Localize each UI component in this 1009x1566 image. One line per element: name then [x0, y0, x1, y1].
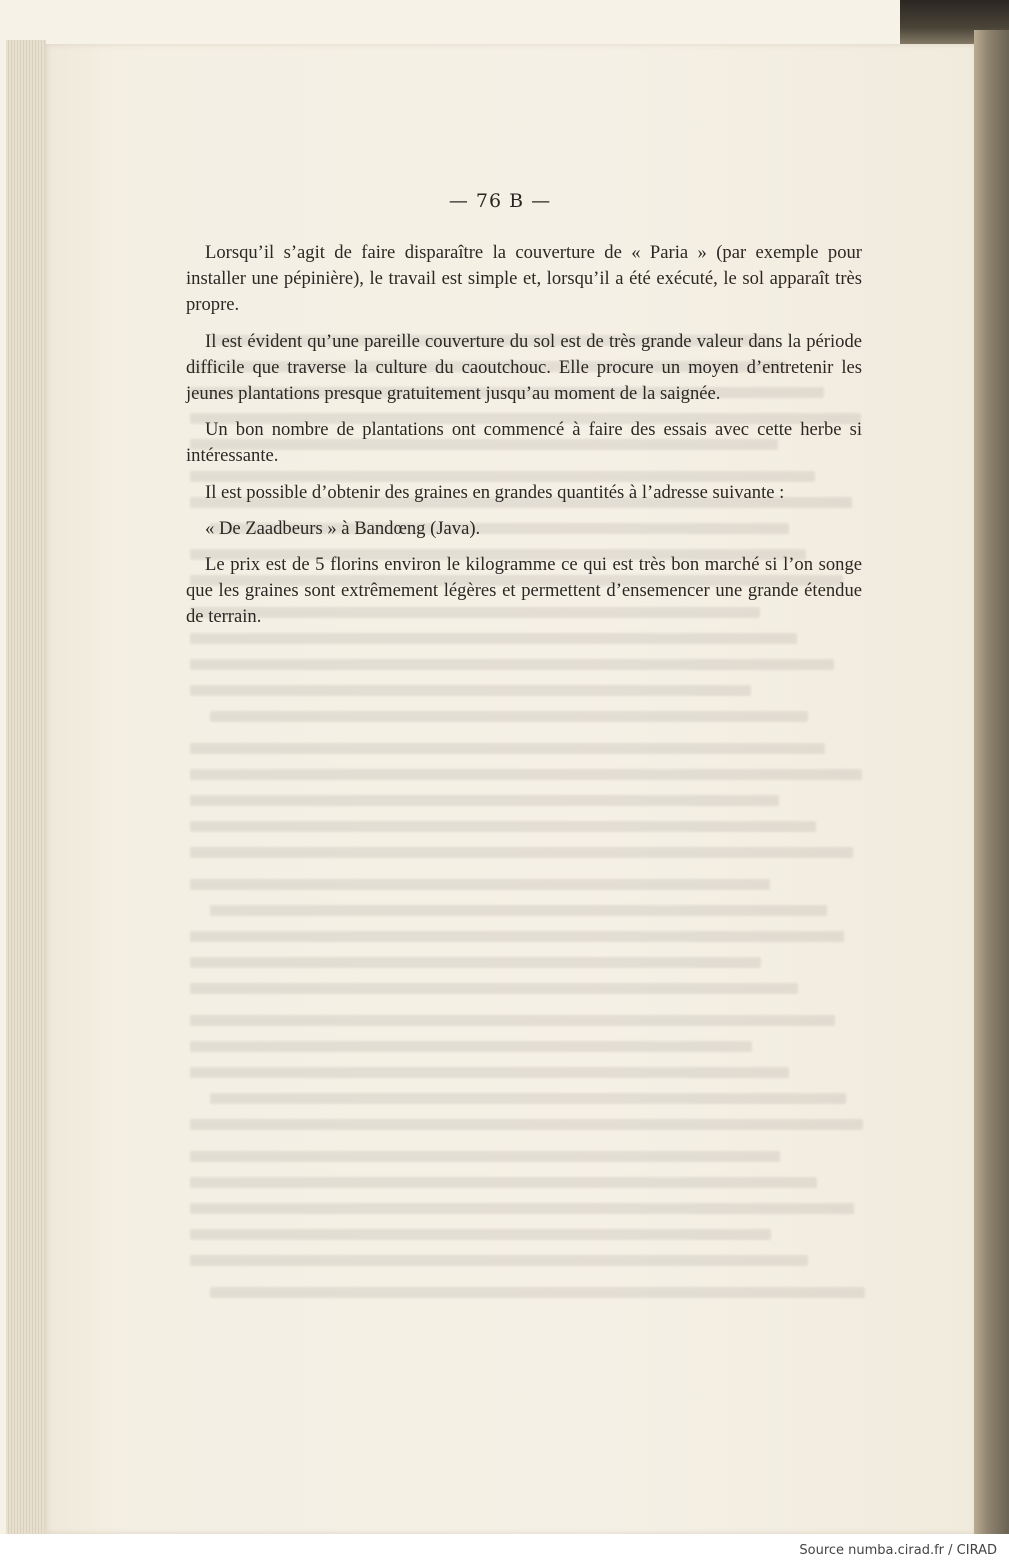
- page-number-header: — 76 B —: [448, 190, 552, 212]
- source-credit: Source numba.cirad.fr / CIRAD: [799, 1543, 997, 1558]
- paragraph-price: Le prix est de 5 florins environ le kilogramme ce qui est très bon marché si l’on songe que les graines sont extrêmement légères et permettent d’ensemencer une grande étendue de terrain.: [186, 554, 862, 628]
- stacked-page-edges: [6, 40, 46, 1540]
- paragraph-value: Il est évident qu’une pareille couverture du sol est de très grande valeur dans la période difficile que traverse la culture du caoutchouc. Elle procure un moyen d’entretenir les jeunes plantations presque gratuitement jusqu’au moment de la saignée.: [186, 330, 862, 405]
- page-body: [186, 240, 862, 641]
- paragraph-address: « De Zaadbeurs » à Bandœng (Java).: [205, 517, 481, 539]
- paragraph-seeds: Il est possible d’obtenir des graines en grandes quantités à l’adresse suivante :: [205, 481, 785, 503]
- paragraph-trials: Un bon nombre de plantations ont commencé à faire des essais avec cette herbe si intéressante.: [186, 419, 862, 467]
- book-cover-edge: [974, 30, 1009, 1540]
- paragraph-removal: Lorsqu’il s’agit de faire disparaître la couverture de « Paria » (par exemple pour installer une pépinière), le travail est simple et, lorsqu’il a été exécuté, le sol apparaît très propre.: [186, 242, 862, 316]
